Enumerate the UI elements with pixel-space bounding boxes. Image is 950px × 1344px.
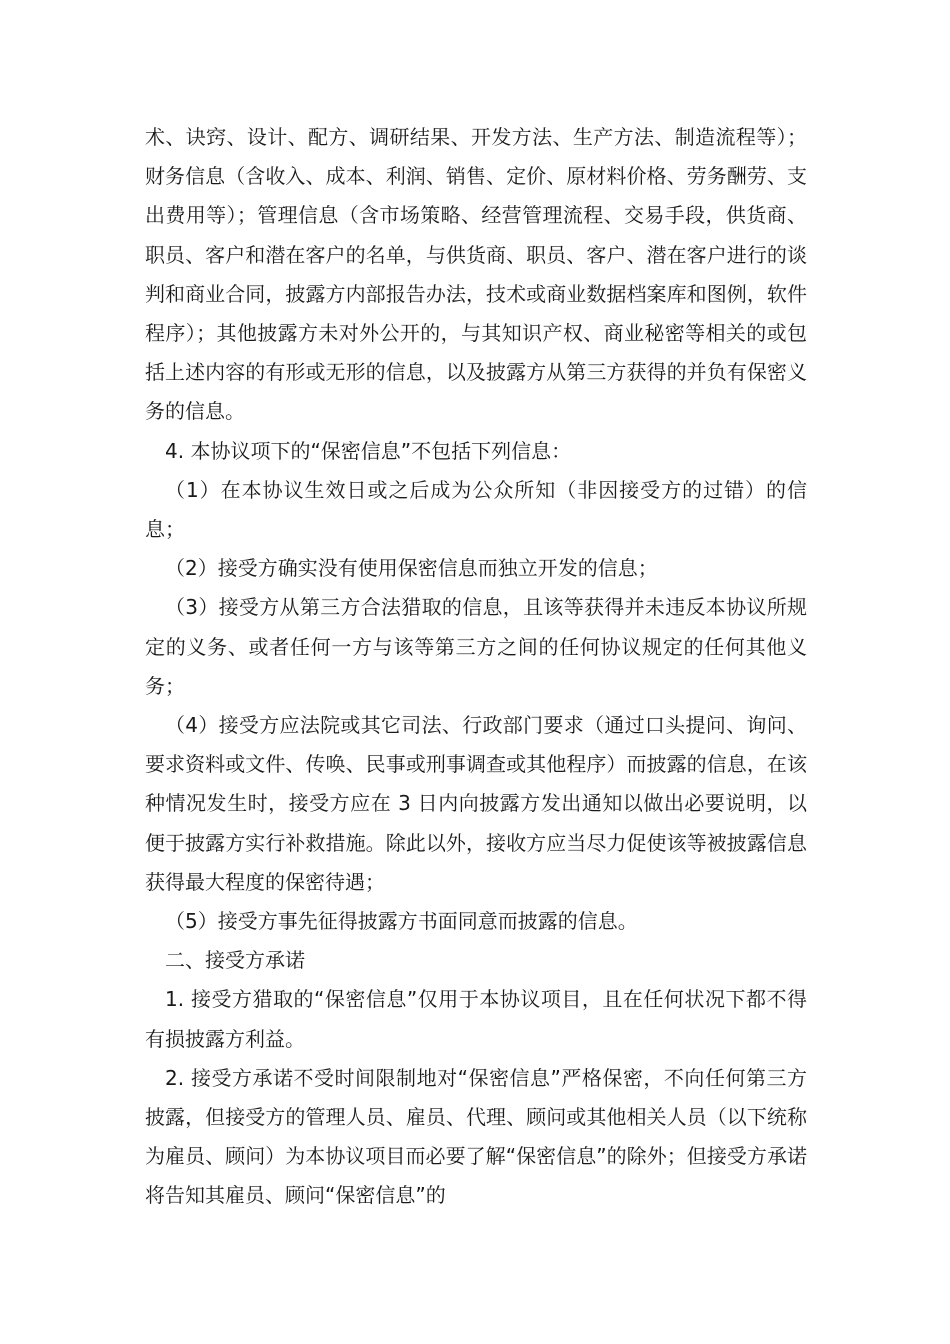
commitment-clause-2: 2. 接受方承诺不受时间限制地对“保密信息”严格保密，不向任何第三方披露，但接受方的管理人员、雇员、代理、顾问或其他相关人员（以下统称为雇员、顾问）为本协议项目而必要了解“保密信息”的除外；但接受方承诺将告知其雇员、顾问“保密信息”的 bbox=[145, 1065, 807, 1208]
paragraph-continued: 术、诀窍、设计、配方、调研结果、开发方法、生产方法、制造流程等）；财务信息（含收入、成本、利润、销售、定价、原材料价格、劳务酬劳、支出费用等）；管理信息（含市场策略、经营管理流程、交易手段，供货商、职员、客户和潜在客户的名单，与供货商、职员、客户、潜在客户进行的谈判和商业合同，披露方内部报告办法，技术或商业数据档案库和图例，软件程序）；其他披露方未对外公开的，与其知识产权、商业秘密等相关的或包括上述内容的有形或无形的信息，以及披露方从第三方获得的并负有保密义务的信息。 bbox=[145, 125, 807, 424]
clause-4: 4. 本协议项下的“保密信息”不包括下列信息： bbox=[165, 438, 572, 463]
exclusion-item-1: （1）在本协议生效日或之后成为公众所知（非因接受方的过错）的信息； bbox=[145, 477, 807, 542]
exclusion-item-5: （5）接受方事先征得披露方书面同意而披露的信息。 bbox=[165, 909, 638, 934]
exclusion-item-2: （2）接受方确实没有使用保密信息而独立开发的信息； bbox=[165, 556, 658, 581]
document-body bbox=[145, 118, 807, 1216]
section-heading-receiver-commitment: 二、接受方承诺 bbox=[165, 948, 305, 973]
exclusion-item-3: （3）接受方从第三方合法猎取的信息，且该等获得并未违反本协议所规定的义务、或者任何一方与该等第三方之间的任何协议规定的任何其他义务； bbox=[145, 595, 807, 698]
exclusion-item-4: （4）接受方应法院或其它司法、行政部门要求（通过口头提问、询问、要求资料或文件、传唤、民事或刑事调查或其他程序）而披露的信息，在该种情况发生时，接受方应在 3 日内向披露方发出通知以做出必要说明，以便于披露方实行补救措施。除此以外，接收方应当尽力促使该等被披露信息获得最大程度的保密待遇； bbox=[145, 713, 807, 894]
commitment-clause-1: 1. 接受方猎取的“保密信息”仅用于本协议项目，且在任何状况下都不得有损披露方利益。 bbox=[145, 987, 807, 1051]
